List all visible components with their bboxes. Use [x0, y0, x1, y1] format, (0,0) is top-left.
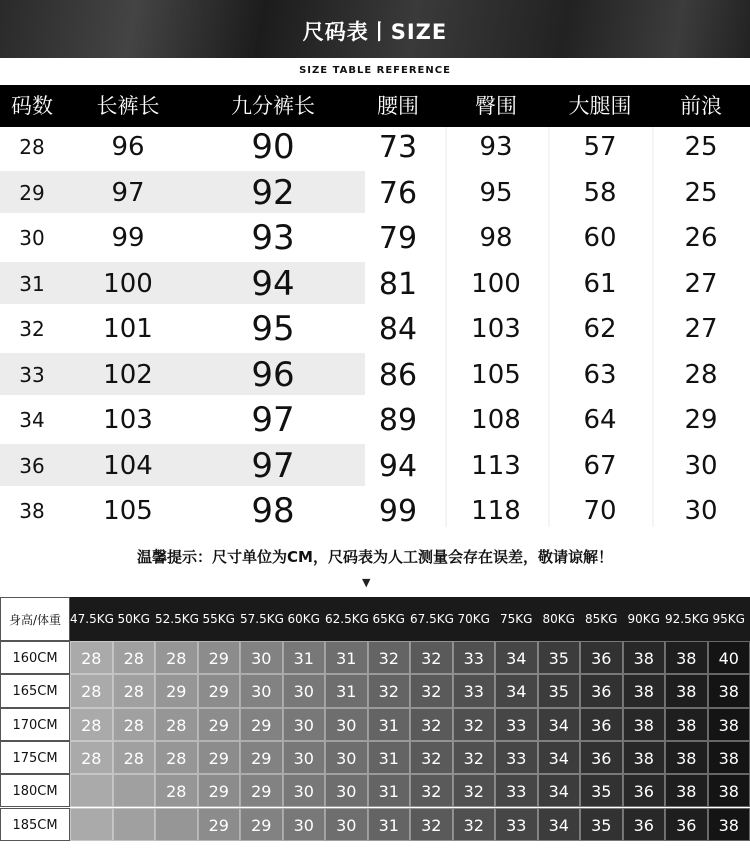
- table-cell: 70: [583, 496, 617, 526]
- grid-cell: 30: [283, 674, 326, 707]
- grid-cell: 36: [623, 808, 666, 841]
- grid-cell: 29: [240, 808, 283, 841]
- table-cell: 29: [19, 180, 45, 205]
- table-cell: 27: [684, 268, 718, 299]
- size-recommendation-grid: [0, 597, 750, 851]
- column-divider: [548, 127, 550, 527]
- grid-cell: 33: [453, 674, 496, 707]
- grid-cell: 40: [708, 641, 750, 674]
- table-cell: 103: [103, 405, 153, 435]
- grid-cell: 28: [113, 641, 156, 674]
- grid-cell: 32: [453, 808, 496, 841]
- grid-cell: [70, 808, 113, 841]
- grid-cell: 29: [240, 741, 283, 774]
- grid-cell: 29: [198, 774, 241, 807]
- column-header: 大腿围: [568, 94, 632, 118]
- grid-cell: 35: [538, 674, 581, 707]
- grid-cell: 35: [580, 774, 623, 807]
- grid-cell: 38: [665, 641, 708, 674]
- table-cell: 30: [684, 450, 718, 481]
- weight-header: 65KG: [372, 612, 405, 626]
- table-cell: 25: [684, 132, 718, 162]
- column-divider: [652, 127, 654, 527]
- grid-cell: 35: [538, 641, 581, 674]
- grid-cell: 31: [368, 741, 411, 774]
- table-cell: 86: [378, 357, 418, 393]
- table-cell: 96: [111, 132, 145, 162]
- grid-cell: 30: [283, 741, 326, 774]
- grid-cell: 38: [708, 741, 750, 774]
- table-cell: 31: [19, 271, 45, 296]
- weight-header: 80KG: [542, 612, 575, 626]
- grid-cell: 28: [155, 708, 198, 741]
- banner: [0, 0, 750, 58]
- grid-cell: 30: [283, 774, 326, 807]
- table-cell: 29: [684, 405, 718, 435]
- weight-header: 75KG: [500, 612, 533, 626]
- grid-cell: 33: [495, 774, 538, 807]
- table-cell: 108: [471, 405, 521, 435]
- table-cell: 58: [583, 177, 617, 208]
- table-cell: 93: [251, 218, 295, 258]
- grid-cell: [113, 808, 156, 841]
- weight-header: 55KG: [202, 612, 235, 626]
- grid-cell: 38: [665, 741, 708, 774]
- grid-cell: 34: [538, 774, 581, 807]
- grid-cell: 35: [580, 808, 623, 841]
- grid-cell: 36: [580, 674, 623, 707]
- table-cell: 63: [583, 359, 617, 390]
- grid-cell: 28: [155, 741, 198, 774]
- table-cell: 97: [251, 400, 295, 440]
- column-header: 码数: [11, 94, 53, 118]
- grid-cell: 29: [198, 808, 241, 841]
- grid-cell: 29: [155, 674, 198, 707]
- grid-cell: 33: [495, 708, 538, 741]
- grid-cell: 32: [410, 774, 453, 807]
- grid-cell: 28: [70, 641, 113, 674]
- height-label: 175CM: [0, 741, 70, 774]
- grid-cell: 34: [495, 641, 538, 674]
- grid-cell: 31: [325, 641, 368, 674]
- table-cell: 105: [471, 359, 521, 390]
- table-cell: 99: [378, 494, 418, 529]
- grid-cell: 31: [368, 808, 411, 841]
- table-cell: 26: [684, 223, 718, 253]
- grid-cell: 31: [283, 641, 326, 674]
- grid-cell: 32: [410, 708, 453, 741]
- grid-cell: 34: [538, 741, 581, 774]
- table-cell: 30: [684, 496, 718, 526]
- table-cell: 33: [19, 362, 45, 387]
- grid-cell: 28: [155, 641, 198, 674]
- table-cell: 98: [479, 223, 513, 253]
- weight-header: 70KG: [457, 612, 490, 626]
- grid-cell: 38: [665, 708, 708, 741]
- grid-cell: 38: [623, 708, 666, 741]
- grid-cell: 38: [623, 674, 666, 707]
- grid-cell: 29: [240, 774, 283, 807]
- grid-cell: 29: [240, 708, 283, 741]
- table-cell: 97: [111, 177, 145, 208]
- grid-cell: 32: [410, 808, 453, 841]
- weight-header: 47.5KG: [70, 612, 114, 626]
- table-cell: 90: [251, 127, 295, 167]
- table-cell: 32: [19, 317, 45, 341]
- table-cell: 62: [583, 314, 617, 344]
- table-cell: 101: [103, 314, 153, 344]
- grid-cell: 31: [368, 774, 411, 807]
- grid-cell: 36: [665, 808, 708, 841]
- table-cell: 67: [583, 450, 617, 481]
- grid-cell: 36: [580, 741, 623, 774]
- table-cell: 38: [19, 499, 45, 523]
- grid-cell: 30: [325, 774, 368, 807]
- grid-cell: 28: [113, 708, 156, 741]
- weight-header: 92.5KG: [665, 612, 709, 626]
- table-cell: 89: [378, 403, 418, 438]
- table-cell: 99: [111, 223, 145, 253]
- weight-header: 52.5KG: [155, 612, 199, 626]
- table-cell: 100: [103, 268, 153, 299]
- grid-cell: 33: [495, 741, 538, 774]
- table-cell: 104: [103, 450, 153, 481]
- grid-cell: 34: [538, 808, 581, 841]
- grid-cell: 30: [283, 708, 326, 741]
- table-cell: 94: [378, 448, 418, 484]
- grid-cell: 28: [155, 774, 198, 807]
- grid-cell: 28: [113, 741, 156, 774]
- table-cell: 34: [19, 408, 45, 432]
- height-label: 170CM: [0, 708, 70, 741]
- grid-cell: 38: [708, 808, 750, 841]
- measurement-tip: 温馨提示：尺寸单位为CM，尺码表为人工测量会存在误差，敬请谅解！: [137, 548, 613, 566]
- grid-cell: 36: [580, 708, 623, 741]
- grid-cell: 28: [70, 674, 113, 707]
- grid-cell: 30: [240, 674, 283, 707]
- grid-cell: 32: [410, 641, 453, 674]
- grid-cell: 34: [495, 674, 538, 707]
- table-cell: 81: [378, 266, 418, 302]
- size-table: [0, 85, 750, 530]
- grid-cell: 31: [325, 674, 368, 707]
- grid-cell: 30: [325, 708, 368, 741]
- height-label: 185CM: [0, 808, 70, 841]
- grid-cell: 30: [325, 741, 368, 774]
- weight-header: 90KG: [627, 612, 660, 626]
- table-cell: 98: [251, 491, 295, 531]
- table-cell: 28: [19, 135, 45, 159]
- grid-cell: 31: [368, 708, 411, 741]
- weight-header: 57.5KG: [240, 612, 284, 626]
- column-header: 腰围: [377, 94, 419, 118]
- height-label: 180CM: [0, 774, 70, 807]
- grid-cell: 28: [113, 674, 156, 707]
- height-label: 160CM: [0, 641, 70, 674]
- grid-cell: 32: [410, 741, 453, 774]
- grid-cell: 32: [453, 708, 496, 741]
- column-header: 前浪: [680, 94, 722, 118]
- table-cell: 93: [479, 132, 513, 162]
- table-cell: 61: [583, 268, 617, 299]
- column-header: 九分裤长: [231, 94, 315, 118]
- grid-cell: 38: [708, 674, 750, 707]
- table-cell: 84: [378, 312, 418, 347]
- grid-cell: 38: [708, 774, 750, 807]
- table-cell: 36: [19, 453, 45, 478]
- grid-cell: 29: [198, 741, 241, 774]
- table-cell: 27: [684, 314, 718, 344]
- grid-cell: 32: [453, 741, 496, 774]
- size-table-header: [0, 85, 750, 127]
- grid-cell: [155, 808, 198, 841]
- column-divider: [445, 127, 447, 527]
- grid-cell: 32: [368, 674, 411, 707]
- grid-cell: 38: [665, 674, 708, 707]
- grid-cell: 38: [665, 774, 708, 807]
- table-cell: 95: [251, 309, 295, 349]
- weight-header: 67.5KG: [410, 612, 454, 626]
- weight-header: 95KG: [712, 612, 745, 626]
- grid-cell: 38: [623, 741, 666, 774]
- grid-cell: 34: [538, 708, 581, 741]
- table-cell: 79: [378, 221, 418, 256]
- table-cell: 96: [251, 354, 295, 395]
- page-title: 尺码表丨SIZE: [302, 20, 448, 44]
- weight-header: 50KG: [117, 612, 150, 626]
- table-cell: 57: [583, 132, 617, 162]
- grid-cell: 36: [580, 641, 623, 674]
- table-cell: 103: [471, 314, 521, 344]
- table-cell: 92: [251, 172, 295, 213]
- subtitle: SIZE TABLE REFERENCE: [299, 65, 451, 76]
- table-cell: 76: [378, 175, 418, 211]
- table-cell: 113: [471, 450, 521, 481]
- table-cell: 105: [103, 496, 153, 526]
- table-cell: 60: [583, 223, 617, 253]
- grid-cell: 36: [623, 774, 666, 807]
- table-cell: 95: [479, 177, 513, 208]
- column-header: 长裤长: [96, 94, 160, 118]
- table-cell: 64: [583, 405, 617, 435]
- table-cell: 100: [471, 268, 521, 299]
- grid-cell: 33: [453, 641, 496, 674]
- column-header: 臀围: [475, 94, 517, 118]
- grid-cell: 38: [708, 708, 750, 741]
- grid-cell: 30: [325, 808, 368, 841]
- grid-corner-label: 身高/体重: [0, 597, 70, 641]
- table-cell: 30: [19, 226, 45, 250]
- grid-cell: 28: [70, 708, 113, 741]
- table-cell: 28: [684, 359, 718, 390]
- grid-cell: 32: [368, 641, 411, 674]
- grid-cell: [113, 774, 156, 807]
- grid-cell: 28: [70, 741, 113, 774]
- grid-cell: 32: [410, 674, 453, 707]
- table-cell: 73: [378, 130, 418, 165]
- table-cell: 97: [251, 445, 295, 486]
- table-cell: 94: [251, 263, 295, 304]
- grid-cell: [70, 774, 113, 807]
- grid-cell: 29: [198, 641, 241, 674]
- grid-cell: 30: [283, 808, 326, 841]
- table-cell: 25: [684, 177, 718, 208]
- grid-cell: 38: [623, 641, 666, 674]
- grid-cell: 33: [495, 808, 538, 841]
- grid-cell: 30: [240, 641, 283, 674]
- grid-cell: 29: [198, 674, 241, 707]
- table-cell: 102: [103, 359, 153, 390]
- grid-cell: 32: [453, 774, 496, 807]
- weight-header: 62.5KG: [325, 612, 369, 626]
- weight-header: 60KG: [287, 612, 320, 626]
- down-triangle-icon: ▼: [362, 576, 371, 589]
- height-label: 165CM: [0, 674, 70, 707]
- weight-header: 85KG: [585, 612, 618, 626]
- table-cell: 118: [471, 496, 521, 526]
- grid-cell: 29: [198, 708, 241, 741]
